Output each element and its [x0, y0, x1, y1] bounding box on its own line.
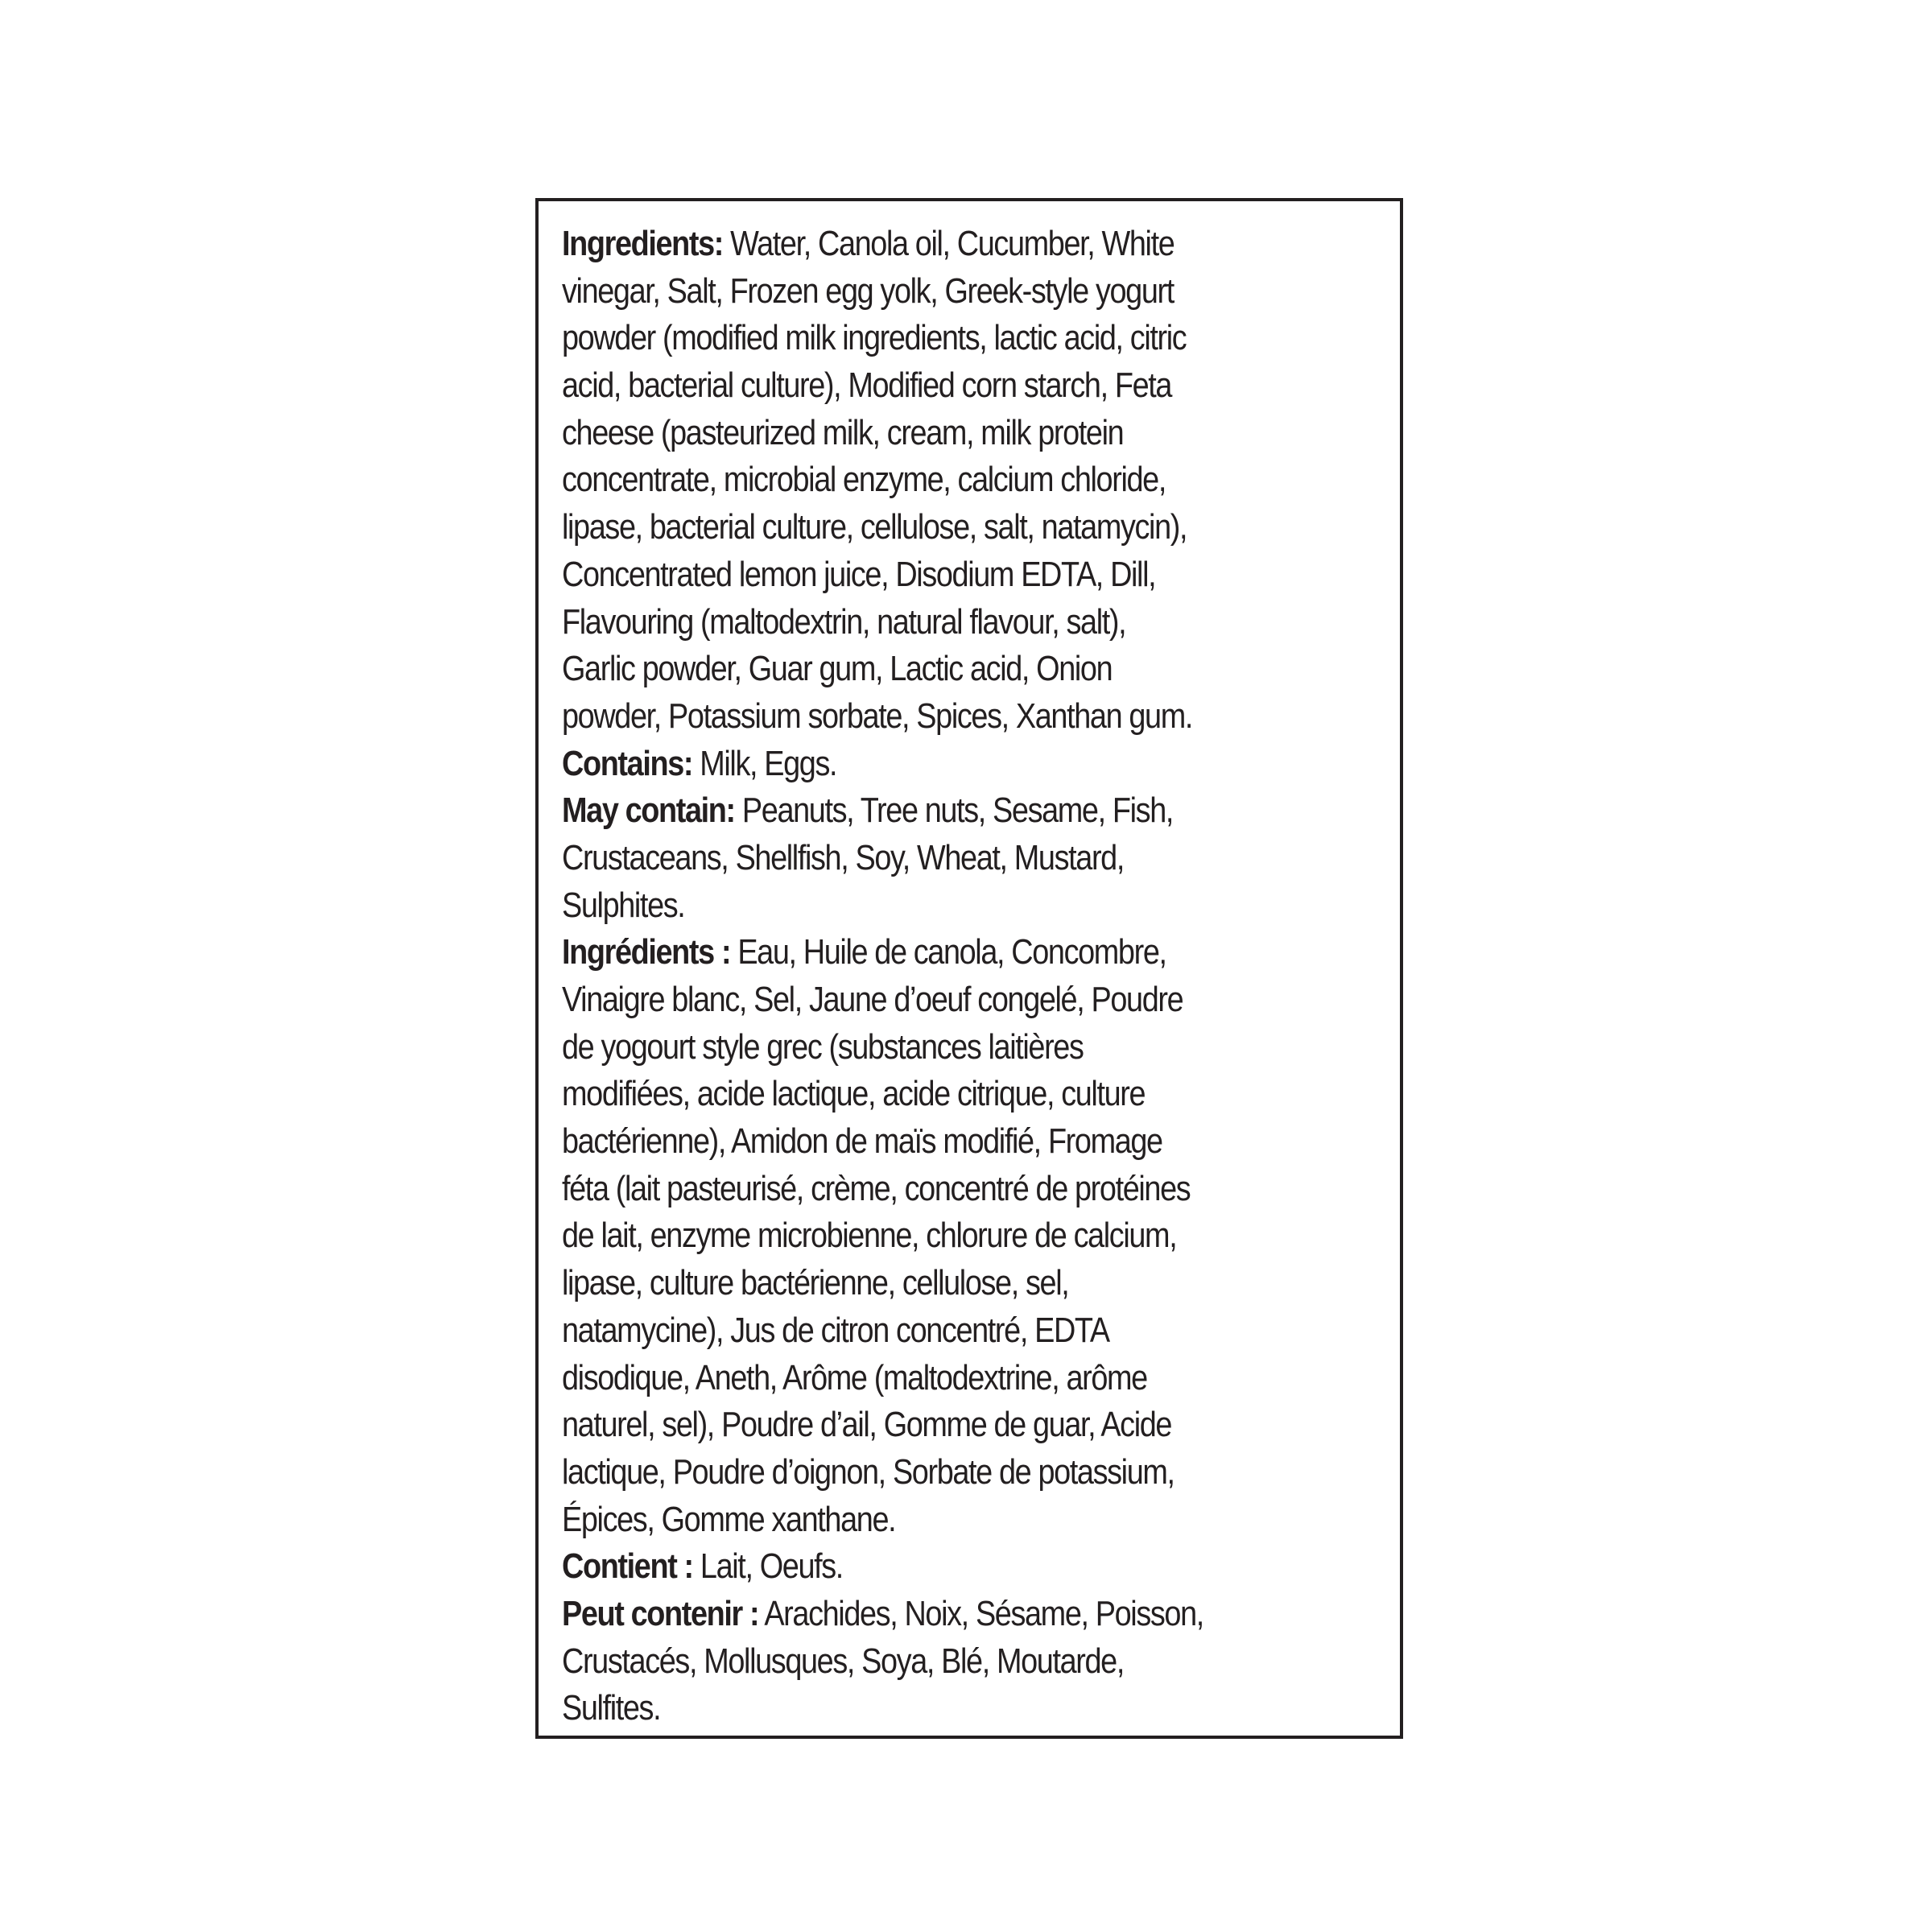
ingredients-en-line: powder, Potassium sorbate, Spices, Xanthan gum. — [562, 696, 1193, 736]
ingredients-fr-line: Épices, Gomme xanthane. — [562, 1499, 896, 1539]
contains-fr-line — [562, 1543, 1385, 1591]
may-contain-en-heading: May contain: — [562, 791, 735, 831]
ingredients-fr-line: bactérienne), Amidon de maïs modifié, Fromage — [562, 1121, 1162, 1162]
ingredients-en-line: vinegar, Salt, Frozen egg yolk, Greek-style yogurt — [562, 270, 1174, 311]
may-contain-fr-line: Sulfites. — [562, 1688, 661, 1728]
contains-en-line — [562, 741, 1385, 788]
ingredients-fr-line: naturel, sel), Poudre d’ail, Gomme de guar, Acide — [562, 1405, 1172, 1445]
ingredients-fr-line: de lait, enzyme microbienne, chlorure de calcium, — [562, 1216, 1177, 1256]
ingredients-en-line: Garlic powder, Guar gum, Lactic acid, Onion — [562, 649, 1113, 689]
ingredients-label-text — [562, 221, 1385, 1732]
ingredients-fr-line: lactique, Poudre d’oignon, Sorbate de potassium, — [562, 1451, 1174, 1492]
ingredients-en-line: acid, bacterial culture), Modified corn starch, Feta — [562, 365, 1172, 406]
ingredients-fr-line: natamycine), Jus de citron concentré, EDTA — [562, 1310, 1109, 1350]
contains-fr-text: Lait, Oeufs. — [692, 1546, 843, 1587]
ingredients-en-line — [562, 221, 1385, 268]
contains-en-text: Milk, Eggs. — [692, 743, 837, 783]
may-contain-en-text: Peanuts, Tree nuts, Sesame, Fish, — [734, 791, 1174, 831]
contains-en-heading: Contains: — [562, 743, 693, 783]
ingredients-fr-line: disodique, Aneth, Arôme (maltodextrine, arôme — [562, 1357, 1147, 1397]
ingredients-fr-line: de yogourt style grec (substances laitières — [562, 1026, 1084, 1067]
ingredients-fr-line — [562, 929, 1385, 976]
ingredients-fr-text: Eau, Huile de canola, Concombre, — [730, 932, 1166, 972]
ingredients-en-line: Flavouring (maltodextrin, natural flavour, salt), — [562, 601, 1126, 642]
ingredients-fr-line: modifiées, acide lactique, acide citrique, culture — [562, 1074, 1146, 1114]
may-contain-fr-line: Crustacés, Mollusques, Soya, Blé, Moutarde, — [562, 1641, 1124, 1681]
ingredients-fr-line: féta (lait pasteurisé, crème, concentré de protéines — [562, 1168, 1191, 1208]
ingredients-en-text: Water, Canola oil, Cucumber, White — [723, 224, 1174, 263]
may-contain-en-line: Crustaceans, Shellfish, Soy, Wheat, Mustard, — [562, 837, 1124, 877]
ingredients-en-line: concentrate, microbial enzyme, calcium chloride, — [562, 460, 1166, 500]
ingredients-en-line: powder (modified milk ingredients, lactic acid, citric — [562, 318, 1187, 358]
ingredients-en-line: lipase, bacterial culture, cellulose, salt, natamycin), — [562, 507, 1187, 547]
ingredients-en-line: Concentrated lemon juice, Disodium EDTA, Dill, — [562, 554, 1156, 594]
contains-fr-heading: Contient : — [562, 1546, 693, 1587]
ingredients-fr-line: lipase, culture bactérienne, cellulose, sel, — [562, 1263, 1069, 1303]
may-contain-fr-line — [562, 1591, 1385, 1638]
ingredients-fr-heading: Ingrédients : — [562, 932, 731, 972]
may-contain-fr-heading: Peut contenir : — [562, 1593, 759, 1633]
may-contain-en-line: Sulphites. — [562, 885, 685, 925]
may-contain-fr-text: Arachides, Noix, Sésame, Poisson, — [758, 1593, 1203, 1633]
ingredients-fr-line: Vinaigre blanc, Sel, Jaune d’oeuf congelé, Poudre — [562, 980, 1183, 1019]
may-contain-en-line — [562, 787, 1385, 835]
ingredients-label-panel — [535, 198, 1403, 1739]
ingredients-en-heading: Ingredients: — [562, 224, 724, 263]
ingredients-en-line: cheese (pasteurized milk, cream, milk protein — [562, 412, 1124, 452]
